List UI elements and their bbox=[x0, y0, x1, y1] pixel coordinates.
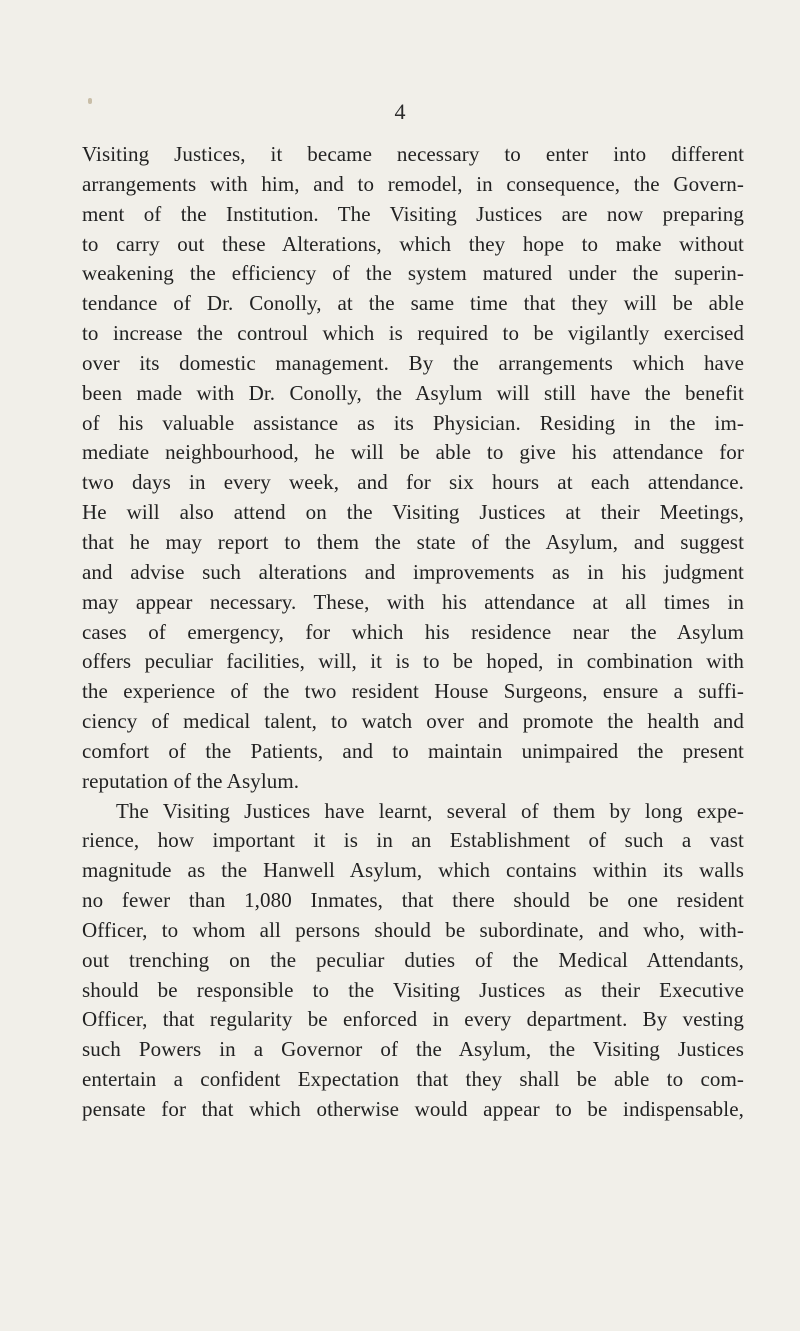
text-line: comfort of the Patients, and to maintain unimpaired the present bbox=[82, 738, 744, 763]
text-line: reputation of the Asylum. bbox=[82, 768, 300, 793]
text-line: The Visiting Justices have learnt, several of them by long expe- bbox=[116, 798, 744, 823]
text-line: that he may report to them the state of the Asylum, and suggest bbox=[82, 529, 744, 554]
text-line: mediate neighbourhood, he will be able to give his attendance for bbox=[82, 440, 744, 465]
text-line: no fewer than 1,080 Inmates, that there should be one resident bbox=[82, 888, 744, 913]
text-line: been made with Dr. Conolly, the Asylum will still have the benefit bbox=[82, 380, 744, 405]
text-line: Officer, that regularity be enforced in every department. By vesting bbox=[82, 1007, 744, 1032]
text-line: tendance of Dr. Conolly, at the same time that they will be able bbox=[82, 291, 744, 316]
text-line: to increase the controul which is required to be vigilantly exercised bbox=[82, 321, 744, 346]
text-line: magnitude as the Hanwell Asylum, which contains within its walls bbox=[82, 858, 744, 883]
text-line: may appear necessary. These, with his attendance at all times in bbox=[82, 589, 744, 614]
text-line: He will also attend on the Visiting Justices at their Meetings, bbox=[82, 500, 744, 525]
text-line: and advise such alterations and improvements as in his judgment bbox=[82, 559, 744, 584]
text-line: the experience of the two resident House Surgeons, ensure a suffi- bbox=[82, 679, 744, 704]
body-text bbox=[82, 140, 744, 1125]
text-line: cases of emergency, for which his residence near the Asylum bbox=[82, 619, 744, 644]
text-line: Visiting Justices, it became necessary to enter into different bbox=[82, 142, 744, 166]
text-line: rience, how important it is in an Establishment of such a vast bbox=[82, 828, 744, 853]
text-line: arrangements with him, and to remodel, in consequence, the Govern- bbox=[82, 171, 744, 196]
page-number: 4 bbox=[394, 99, 406, 124]
text-line: ciency of medical talent, to watch over and promote the health and bbox=[82, 709, 744, 734]
text-line: pensate for that which otherwise would appear to be indispensable, bbox=[82, 1097, 744, 1121]
text-line: to carry out these Alterations, which they hope to make without bbox=[82, 231, 744, 256]
text-line: of his valuable assistance as its Physician. Residing in the im- bbox=[82, 410, 744, 435]
text-line: over its domestic management. By the arrangements which have bbox=[82, 350, 744, 375]
text-line: Officer, to whom all persons should be subordinate, and who, with- bbox=[82, 917, 744, 942]
text-line: out trenching on the peculiar duties of the Medical Attendants, bbox=[82, 947, 744, 972]
text-line: weakening the efficiency of the system matured under the superin- bbox=[82, 261, 744, 286]
text-line: offers peculiar facilities, will, it is to be hoped, in combination with bbox=[82, 649, 744, 674]
text-line: such Powers in a Governor of the Asylum, the Visiting Justices bbox=[82, 1037, 744, 1062]
text-line: should be responsible to the Visiting Justices as their Executive bbox=[82, 977, 744, 1002]
text-line: entertain a confident Expectation that they shall be able to com- bbox=[82, 1067, 744, 1092]
text-line: ment of the Institution. The Visiting Justices are now preparing bbox=[82, 201, 744, 226]
text-line: two days in every week, and for six hours at each attendance. bbox=[82, 470, 744, 495]
